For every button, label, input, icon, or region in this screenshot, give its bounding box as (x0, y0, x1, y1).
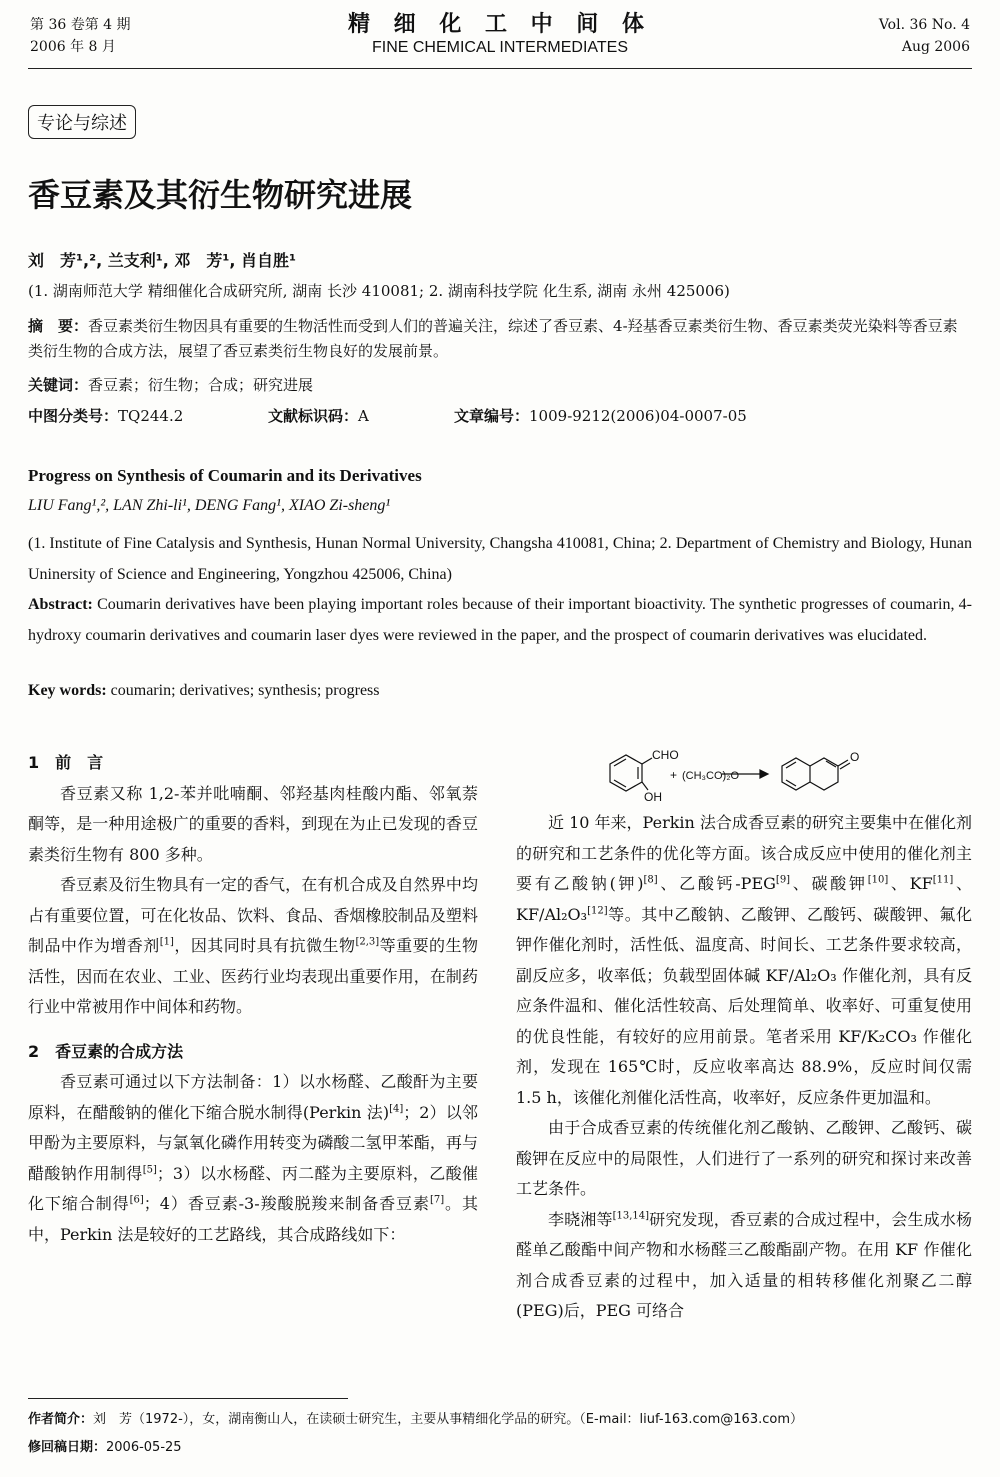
citation: [7] (429, 1194, 445, 1206)
citation: [6] (129, 1194, 144, 1206)
abstract-en (28, 589, 972, 651)
paper-title-en: Progress on Synthesis of Coumarin and its Derivatives (28, 466, 422, 485)
author-bio-label: 作者简介： (28, 1412, 94, 1427)
date-en: Aug 2006 (901, 39, 970, 55)
cho-label: CHO (652, 748, 679, 762)
citation: [2,3] (355, 936, 380, 948)
coumarin-benzene-ring (782, 758, 810, 790)
authors-en: LIU Fang¹,², LAN Zhi-li¹, DENG Fang¹, XIAO Zi-sheng¹ (28, 497, 391, 514)
reagent-label: (CH₃CO)₂O (682, 770, 740, 782)
section-tag: 专论与综述 (28, 105, 136, 139)
author-bio-text: 刘 芳（1972-），女，湖南衡山人，在读硕士研究生，主要从事精细化学品的研究。（E-mail：liuf-163.com@163.com） (93, 1412, 803, 1427)
journal-name-cn: 精 细 化 工 中 间 体 (348, 11, 652, 37)
authors-cn: 刘 芳¹,², 兰支利¹, 邓 芳¹, 肖自胜¹ (28, 251, 297, 270)
citation: [9] (775, 874, 791, 886)
revision-date (28, 1436, 182, 1455)
citation: [4] (389, 1103, 404, 1115)
abstract-cn-text: 香豆素类衍生物因具有重要的生物活性而受到人们的普遍关注，综述了香豆素、4-羟基香豆素类衍生物、香豆素类荧光染料等香豆素类衍生物的合成方法，展望了香豆素类衍生物良好的发展前景。 (28, 317, 958, 360)
journal-issue-en (879, 14, 970, 58)
section-heading-1: 1 前 言 (28, 753, 104, 772)
affiliation-cn: (1. 湖南师范大学 精细催化合成研究所, 湖南 长沙 410081; 2. 湖南科技学院 化生系, 湖南 永州 425006) (28, 282, 730, 300)
paragraph: 近 10 年来，Perkin 法合成香豆素的研究主要集中在催化剂的研究和工艺条件的优化等方面。该合成反应中使用的催化剂主要有乙酸钠(钾)[8]、乙酸钙-PEG[9]、碳酸钾[10]、KF[11]、KF/Al₂O₃[12]等。其中乙酸钠、乙酸钾、乙酸钙、碳酸钾、氟化钾作催化剂时，活性低、温度高、时间长、工艺条件要求较高，副反应多，收率低；负载型固体碱 KF/Al₂O₃ 作催化剂，具有反应条件温和、催化活性较高、后处理简单、收率好、可重复使用的优良性能，有较好的应用前景。笔者采用 KF/K₂CO₃ 作催化剂，发现在 165℃时，反应收率高达 88.9%，反应时间仅需 1.5 h，该催化剂催化活性高，收率好，反应条件更加温和。 (516, 813, 972, 1107)
clc-item (28, 405, 268, 426)
perkin-reaction-scheme (590, 748, 930, 808)
paragraph: 李晓湘等[13,14]研究发现，香豆素的合成过程中，会生成水杨醛单乙酸酯中间产物和水杨醛三乙酸酯副产物。在用 KF 作催化剂合成香豆素的过程中，加入适量的相转移催化剂聚乙二醇(PEG)后，PEG 可络合 (516, 1209, 972, 1320)
keywords-cn-label: 关键词： (28, 376, 89, 394)
revision-date-text: 2006-05-25 (106, 1440, 182, 1455)
citation: [11] (932, 874, 954, 886)
clc-label: 中图分类号： (28, 407, 119, 425)
article-no-label: 文章编号： (454, 407, 530, 425)
citation: [13,14] (612, 1210, 650, 1222)
paragraph: 香豆素可通过以下方法制备：1）以水杨醛、乙酸酐为主要原料，在醋酸钠的催化下缩合脱水制得(Perkin 法)[4]；2）以邻甲酚为主要原料，与氯氧化磷作用转变为磷酸二氢甲苯酯，再与醋酸钠作用制得[5]；3）以水杨醛、丙二醛为主要原料，乙酸催化下缩合制得[6]；4）香豆素-3-羧酸脱羧来制备香豆素[7]。其中，Perkin 法是较好的工艺路线，其合成路线如下： (28, 1072, 478, 1244)
header-divider (28, 68, 972, 69)
paragraph: 香豆素及衍生物具有一定的香气，在有机合成及自然界中均占有重要位置，可在化妆品、饮料、食品、香烟橡胶制品及塑料制品中作为增香剂[1]，因其同时具有抗微生物[2,3]等重要的生物活性，因而在农业、工业、医药行业均表现出重要作用，在制药行业中常被用作中间体和药物。 (28, 875, 478, 1016)
plus-sign: + (670, 768, 678, 782)
carbonyl-o-label: O (850, 750, 860, 764)
keywords-en-label: Key words: (28, 682, 107, 699)
abstract-cn (28, 314, 972, 364)
keywords-cn (28, 374, 313, 395)
abstract-en-label: Abstract: (28, 596, 93, 613)
affiliation-en: (1. Institute of Fine Catalysis and Synthesis, Hunan Normal University, Changsha 410081, China; 2. Department of Chemistry and Biology, Hunan Uninersity of Science and Engineering, Yongzhou 425006, China) (28, 535, 972, 583)
citation: [8] (643, 874, 658, 886)
citation: [10] (867, 874, 889, 886)
paper-title-cn: 香豆素及其衍生物研究进展 (28, 176, 413, 214)
keywords-en (28, 682, 380, 700)
citation: [12] (587, 905, 608, 917)
footnote-divider (28, 1398, 348, 1399)
keywords-cn-text: 香豆素；衍生物；合成；研究进展 (88, 376, 314, 394)
article-no-value: 1009-9212(2006)04-0007-05 (529, 407, 747, 425)
oh-label: OH (644, 790, 662, 804)
doc-code-item (268, 405, 454, 426)
journal-masthead (0, 10, 1000, 58)
journal-name-en: FINE CHEMICAL INTERMEDIATES (371, 39, 629, 56)
article-no-item (454, 405, 747, 426)
section-heading-2: 2 香豆素的合成方法 (28, 1041, 184, 1061)
paragraph: 由于合成香豆素的传统催化剂乙酸钠、乙酸钾、乙酸钙、碳酸钾在反应中的局限性，人们进行了一系列的研究和探讨来改善工艺条件。 (516, 1118, 972, 1198)
doc-code-label: 文献标识码： (268, 407, 359, 425)
abstract-cn-label: 摘 要： (28, 317, 89, 335)
classification-row (28, 405, 972, 426)
issue-cn: 第 36 卷第 4 期 (30, 17, 131, 33)
revision-date-label: 修回稿日期： (28, 1440, 107, 1455)
doc-code-value: A (358, 407, 369, 425)
citation: [1] (159, 936, 174, 948)
citation: [5] (142, 1164, 157, 1176)
body-column-left (28, 748, 478, 1250)
clc-value: TQ244.2 (118, 407, 184, 425)
vol-en: Vol. 36 No. 4 (878, 17, 970, 33)
abstract-en-text: Coumarin derivatives have been playing important roles because of their important bioactivity. The synthetic progresses of coumarin, 4-hydroxy coumarin derivatives and coumarin laser dyes were reviewed in the paper, and the prospect of coumarin derivatives was elucidated. (28, 596, 972, 644)
date-cn: 2006 年 8 月 (30, 39, 116, 55)
body-column-right (516, 808, 972, 1327)
keywords-en-text: coumarin; derivatives; synthesis; progress (110, 682, 380, 699)
paragraph: 香豆素又称 1,2-苯并吡喃酮、邻羟基肉桂酸内酯、邻氧萘酮等，是一种用途极广的重要的香料，到现在为止已发现的香豆素类衍生物有 800 多种。 (28, 783, 478, 864)
author-bio (28, 1408, 803, 1427)
salicylaldehyde-ring (610, 755, 642, 791)
